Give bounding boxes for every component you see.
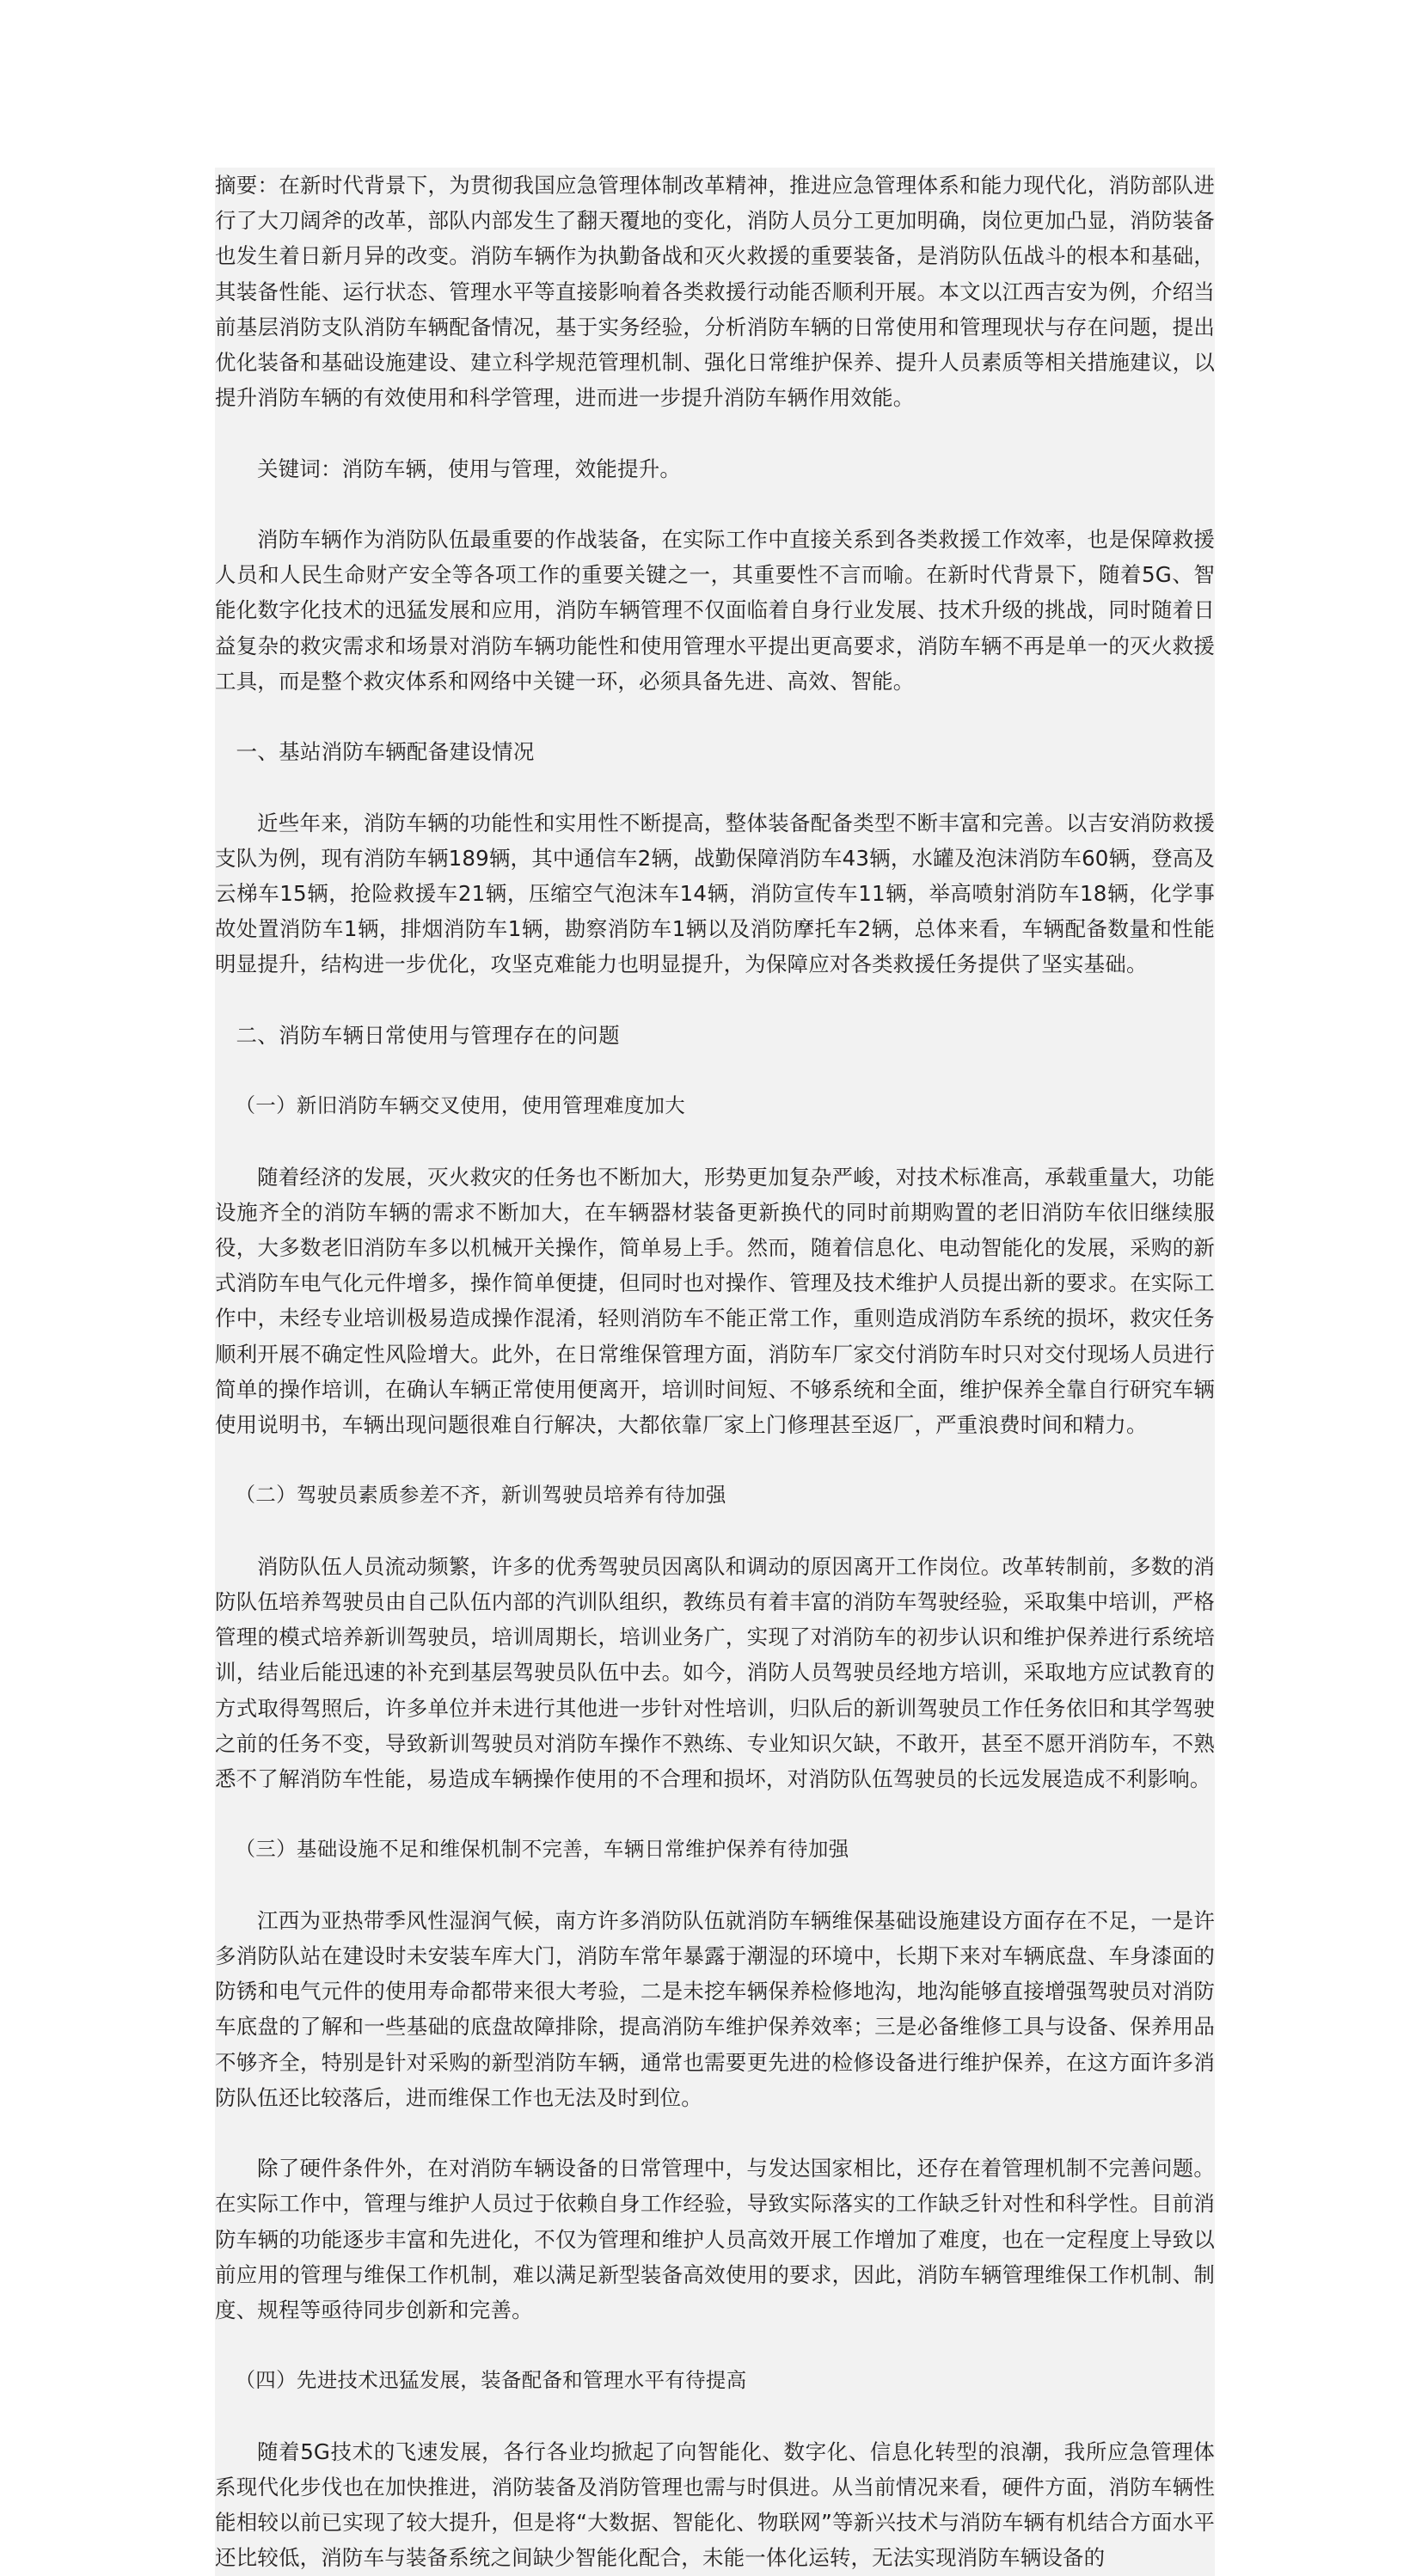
subsection-2-3-paragraph-a: 江西为亚热带季风性湿润气候，南方许多消防队伍就消防车辆维保基础设施建设方面存在不足，一是许多消防队站在建设时未安装车库大门，消防车常年暴露于潮湿的环境中，长期下来对车辆底盘、车身漆面的防锈和电气元件的使用寿命都带来很大考验，二是未挖车辆保养检修地沟，地沟能够直接增强驾驶员对消防车底盘的了解和一些基础的底盘故障排除，提高消防车维护保养效率；三是必备维修工具与设备、保养用品不够齐全，特别是针对采购的新型消防车辆，通常也需要更先进的检修设备进行维护保养，在这方面许多消防队伍还比较落后，进而维保工作也无法及时到位。 [215,1907,1215,2110]
section-heading-2: 二、消防车辆日常使用与管理存在的问题 [236,1022,620,1048]
paragraph-spacer [215,2399,1215,2434]
paragraph-spacer [215,2115,1215,2151]
abstract-paragraph: 摘要：在新时代背景下，为贯彻我国应急管理体制改革精神，推进应急管理体系和能力现代化，消防部队进行了大刀阔斧的改革，部队内部发生了翻天覆地的变化，消防人员分工更加明确，岗位更加凸显，消防装备也发生着日新月异的改变。消防车辆作为执勤备战和灭火救援的重要装备，是消防队伍战斗的根本和基础，其装备性能、运行状态、管理水平等直接影响着各类救援行动能否顺利开展。本文以江西吉安为例，介绍当前基层消防支队消防车辆配备情况，基于实务经验，分析消防车辆的日常使用和管理现状与存在问题，提出优化装备和基础设施建设、建立科学规范管理机制、强化日常维护保养、提升人员素质等相关措施建议，以提升消防车辆的有效使用和科学管理，进而进一步提升消防车辆作用效能。 [215,173,1215,411]
subsection-heading-2-2: （二）驾驶员素质参差不齐，新训驾驶员培养有待加强 [235,1483,726,1508]
paragraph-spacer [215,1053,1215,1088]
keywords-paragraph: 关键词：消防车辆，使用与管理，效能提升。 [257,456,681,481]
subsection-2-3-paragraph-b: 除了硬件条件外，在对消防车辆设备的日常管理中，与发达国家相比，还存在着管理机制不完善问题。在实际工作中，管理与维护人员过于依赖自身工作经验，导致实际落实的工作缺乏针对性和科学性。目前消防车辆的功能逐步丰富和先进化，不仅为管理和维护人员高效开展工作增加了难度，也在一定程度上导致以前应用的管理与维保工作机制，难以满足新型装备高效使用的要求，因此，消防车辆管理维保工作机制、制度、规程等亟待同步创新和完善。 [215,2156,1215,2322]
paragraph-spacer [215,2328,1215,2363]
section-1-paragraph: 近些年来，消防车辆的功能性和实用性不断提高，整体装备配备类型不断丰富和完善。以吉安消防救援支队为例，现有消防车辆189辆，其中通信车2辆，战勤保障消防车43辆，水罐及泡沫消防车60辆，登高及云梯车15辆，抢险救援车21辆，压缩空气泡沫车14辆，消防宣传车11辆，举高喷射消防车18辆，化学事故处置消防车1辆，排烟消防车1辆，勘察消防车1辆以及消防摩托车2辆，总体来看，车辆配备数量和性能明显提升，结构进一步优化，攻坚克难能力也明显提升，为保障应对各类救援任务提供了坚实基础。 [215,810,1215,977]
document-content [215,168,1215,2576]
paragraph-spacer [215,1868,1215,1903]
paragraph-spacer [215,769,1215,805]
subsection-2-1-paragraph: 随着经济的发展，灭火救灾的任务也不断加大，形势更加复杂严峻，对技术标准高，承载重量大，功能设施齐全的消防车辆的需求不断加大，在车辆器材装备更新换代的同时前期购置的老旧消防车依旧继续服役，大多数老旧消防车多以机械开关操作，简单易上手。然而，随着信息化、电动智能化的发展，采购的新式消防车电气化元件增多，操作简单便捷，但同时也对操作、管理及技术维护人员提出新的要求。在实际工作中，未经专业培训极易造成操作混淆，轻则消防车不能正常工作，重则造成消防车系统的损坏，救灾任务顺利开展不确定性风险增大。此外，在日常维保管理方面，消防车厂家交付消防车时只对交付现场人员进行简单的操作培训，在确认车辆正常使用便离开，培训时间短、不够系统和全面，维护保养全靠自行研究车辆使用说明书，车辆出现问题很难自行解决，大都依靠厂家上门修理甚至返厂，严重浪费时间和精力。 [215,1164,1215,1437]
paragraph-spacer [215,415,1215,450]
paragraph-spacer [215,486,1215,522]
subsection-heading-2-1: （一）新旧消防车辆交叉使用，使用管理难度加大 [235,1093,686,1118]
introduction-paragraph: 消防车辆作为消防队伍最重要的作战装备，在实际工作中直接关系到各类救援工作效率，也是保障救援人员和人民生命财产安全等各项工作的重要关键之一，其重要性不言而喻。在新时代背景下，随着5G、智能化数字化技术的迅猛发展和应用，消防车辆管理不仅面临着自身行业发展、技术升级的挑战，同时随着日益复杂的救灾需求和场景对消防车辆功能性和使用管理水平提出更高要求，消防车辆不再是单一的灭火救援工具，而是整个救灾体系和网络中关键一环，必须具备先进、高效、智能。 [215,527,1215,694]
subsection-2-2-paragraph: 消防队伍人员流动频繁，许多的优秀驾驶员因离队和调动的原因离开工作岗位。改革转制前，多数的消防队伍培养驾驶员由自己队伍内部的汽训队组织，教练员有着丰富的消防车驾驶经验，采取集中培训，严格管理的模式培养新训驾驶员，培训周期长，培训业务广，实现了对消防车的初步认识和维护保养进行系统培训，结业后能迅速的补充到基层驾驶员队伍中去。如今，消防人员驾驶员经地方培训，采取地方应试教育的方式取得驾照后，许多单位并未进行其他进一步针对性培训，归队后的新训驾驶员工作任务依旧和其学驾驶之前的任务不变，导致新训驾驶员对消防车操作不熟练、专业知识欠缺，不敢开，甚至不愿开消防车，不熟悉不了解消防车性能，易造成车辆操作使用的不合理和损坏，对消防队伍驾驶员的长远发展造成不利影响。 [215,1553,1215,1791]
document-text-panel [215,168,1215,2576]
subsection-2-4-paragraph: 随着5G技术的飞速发展，各行各业均掀起了向智能化、数字化、信息化转型的浪潮，我所应急管理体系现代化步伐也在加快推进，消防装备及消防管理也需与时俱进。从当前情况来看，硬件方面，消防车辆性能相较以前已实现了较大提升，但是将“大数据、智能化、物联网”等新兴技术与消防车辆有机结合方面水平还比较低，消防车与装备系统之间缺少智能化配合，未能一体化运转，无法实现消防车辆设备的 [215,2438,1215,2571]
paragraph-spacer [215,982,1215,1018]
paragraph-spacer [215,699,1215,734]
section-heading-1: 一、基站消防车辆配备建设情况 [236,739,535,765]
paragraph-spacer [215,1123,1215,1159]
paragraph-spacer [215,1442,1215,1478]
paragraph-spacer [215,1514,1215,1549]
subsection-heading-2-4: （四）先进技术迅猛发展，装备配备和管理水平有待提高 [235,2368,747,2393]
subsection-heading-2-3: （三）基础设施不足和维保机制不完善，车辆日常维护保养有待加强 [235,1837,849,1862]
paragraph-spacer [215,1796,1215,1832]
